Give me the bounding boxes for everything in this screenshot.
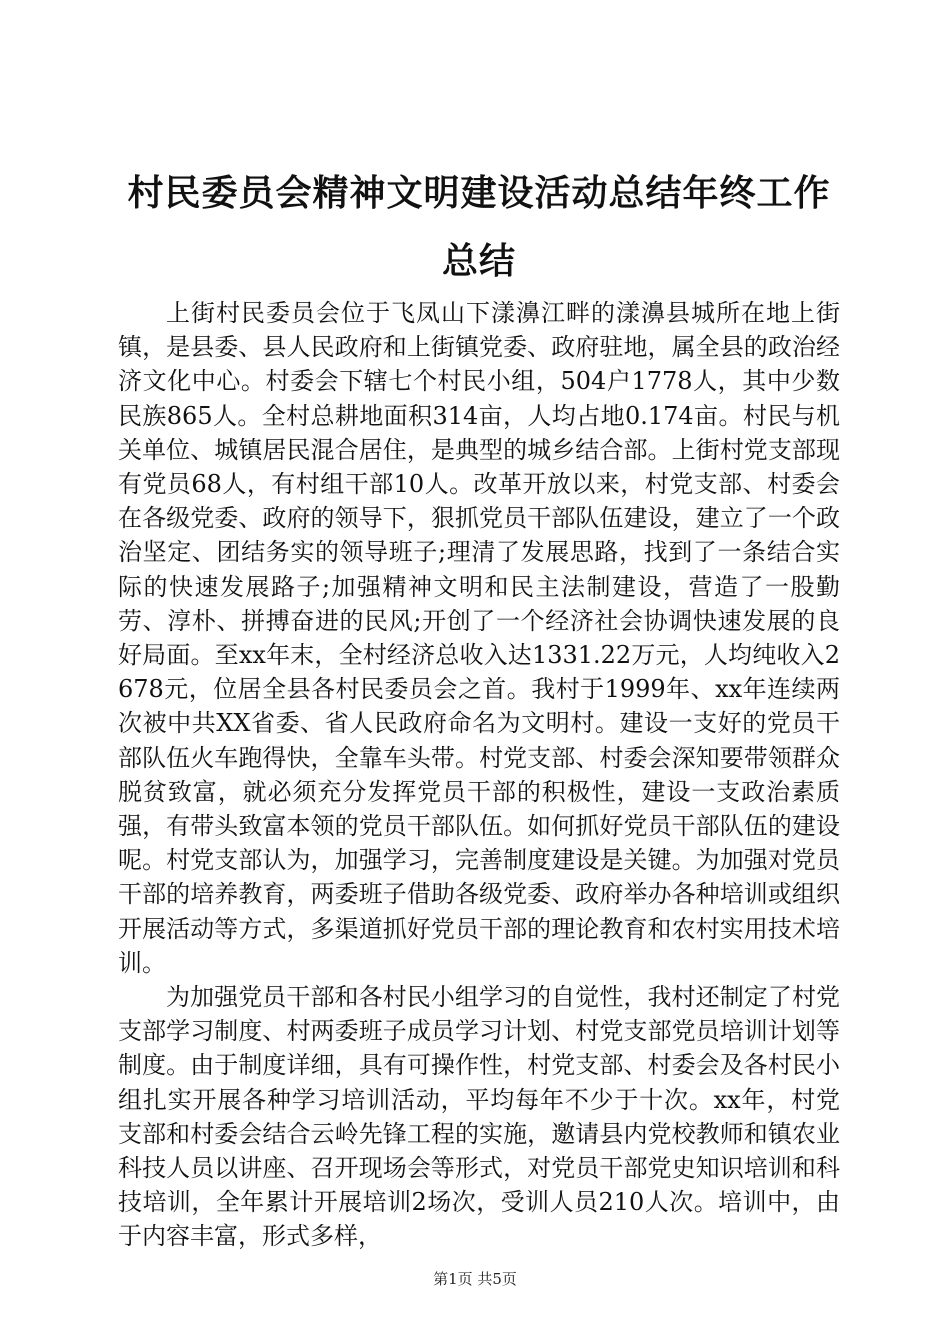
document-body <box>118 296 840 1254</box>
paragraph-2: 为加强党员干部和各村民小组学习的自觉性，我村还制定了村党支部学习制度、村两委班子成员学习计划、村党支部党员培训计划等制度。由于制度详细，具有可操作性，村党支部、村委会及各村民小组扎实开展各种学习培训活动，平均每年不少于十次。xx年，村党支部和村委会结合云岭先锋工程的实施，邀请县内党校教师和镇农业科技人员以讲座、召开现场会等形式，对党员干部党史知识培训和科技培训，全年累计开展培训2场次，受训人员210人次。培训中，由于内容丰富，形式多样， <box>118 983 840 1251</box>
page-footer: 第1页 共5页 <box>433 1270 517 1288</box>
paragraph-1: 上街村民委员会位于飞凤山下漾濞江畔的漾濞县城所在地上街镇，是县委、县人民政府和上街镇党委、政府驻地，属全县的政治经济文化中心。村委会下辖七个村民小组，504户1778人，其中少数民族865人。全村总耕地面积314亩，人均占地0.174亩。村民与机关单位、城镇居民混合居住，是典型的城乡结合部。上街村党支部现有党员68人，有村组干部10人。改革开放以来，村党支部、村委会在各级党委、政府的领导下，狠抓党员干部队伍建设，建立了一个政治坚定、团结务实的领导班子;理清了发展思路，找到了一条结合实际的快速发展路子;加强精神文明和民主法制建设，营造了一股勤劳、淳朴、拼搏奋进的民风;开创了一个经济社会协调快速发展的良好局面。至xx年末，全村经济总收入达1331.22万元，人均纯收入2678元，位居全县各村民委员会之首。我村于1999年、xx年连续两次被中共XX省委、省人民政府命名为文明村。建设一支好的党员干部队伍火车跑得快，全靠车头带。村党支部、村委会深知要带领群众脱贫致富，就必须充分发挥党员干部的积极性，建设一支政治素质强，有带头致富本领的党员干部队伍。如何抓好党员干部队伍的建设呢。村党支部认为，加强学习，完善制度建设是关键。为加强对党员干部的培养教育，两委班子借助各级党委、政府举办各种培训或组织开展活动等方式，多渠道抓好党员干部的理论教育和农村实用技术培训。 <box>118 299 840 977</box>
document-title: 村民委员会精神文明建设活动总结年终工作总结 <box>127 173 831 282</box>
